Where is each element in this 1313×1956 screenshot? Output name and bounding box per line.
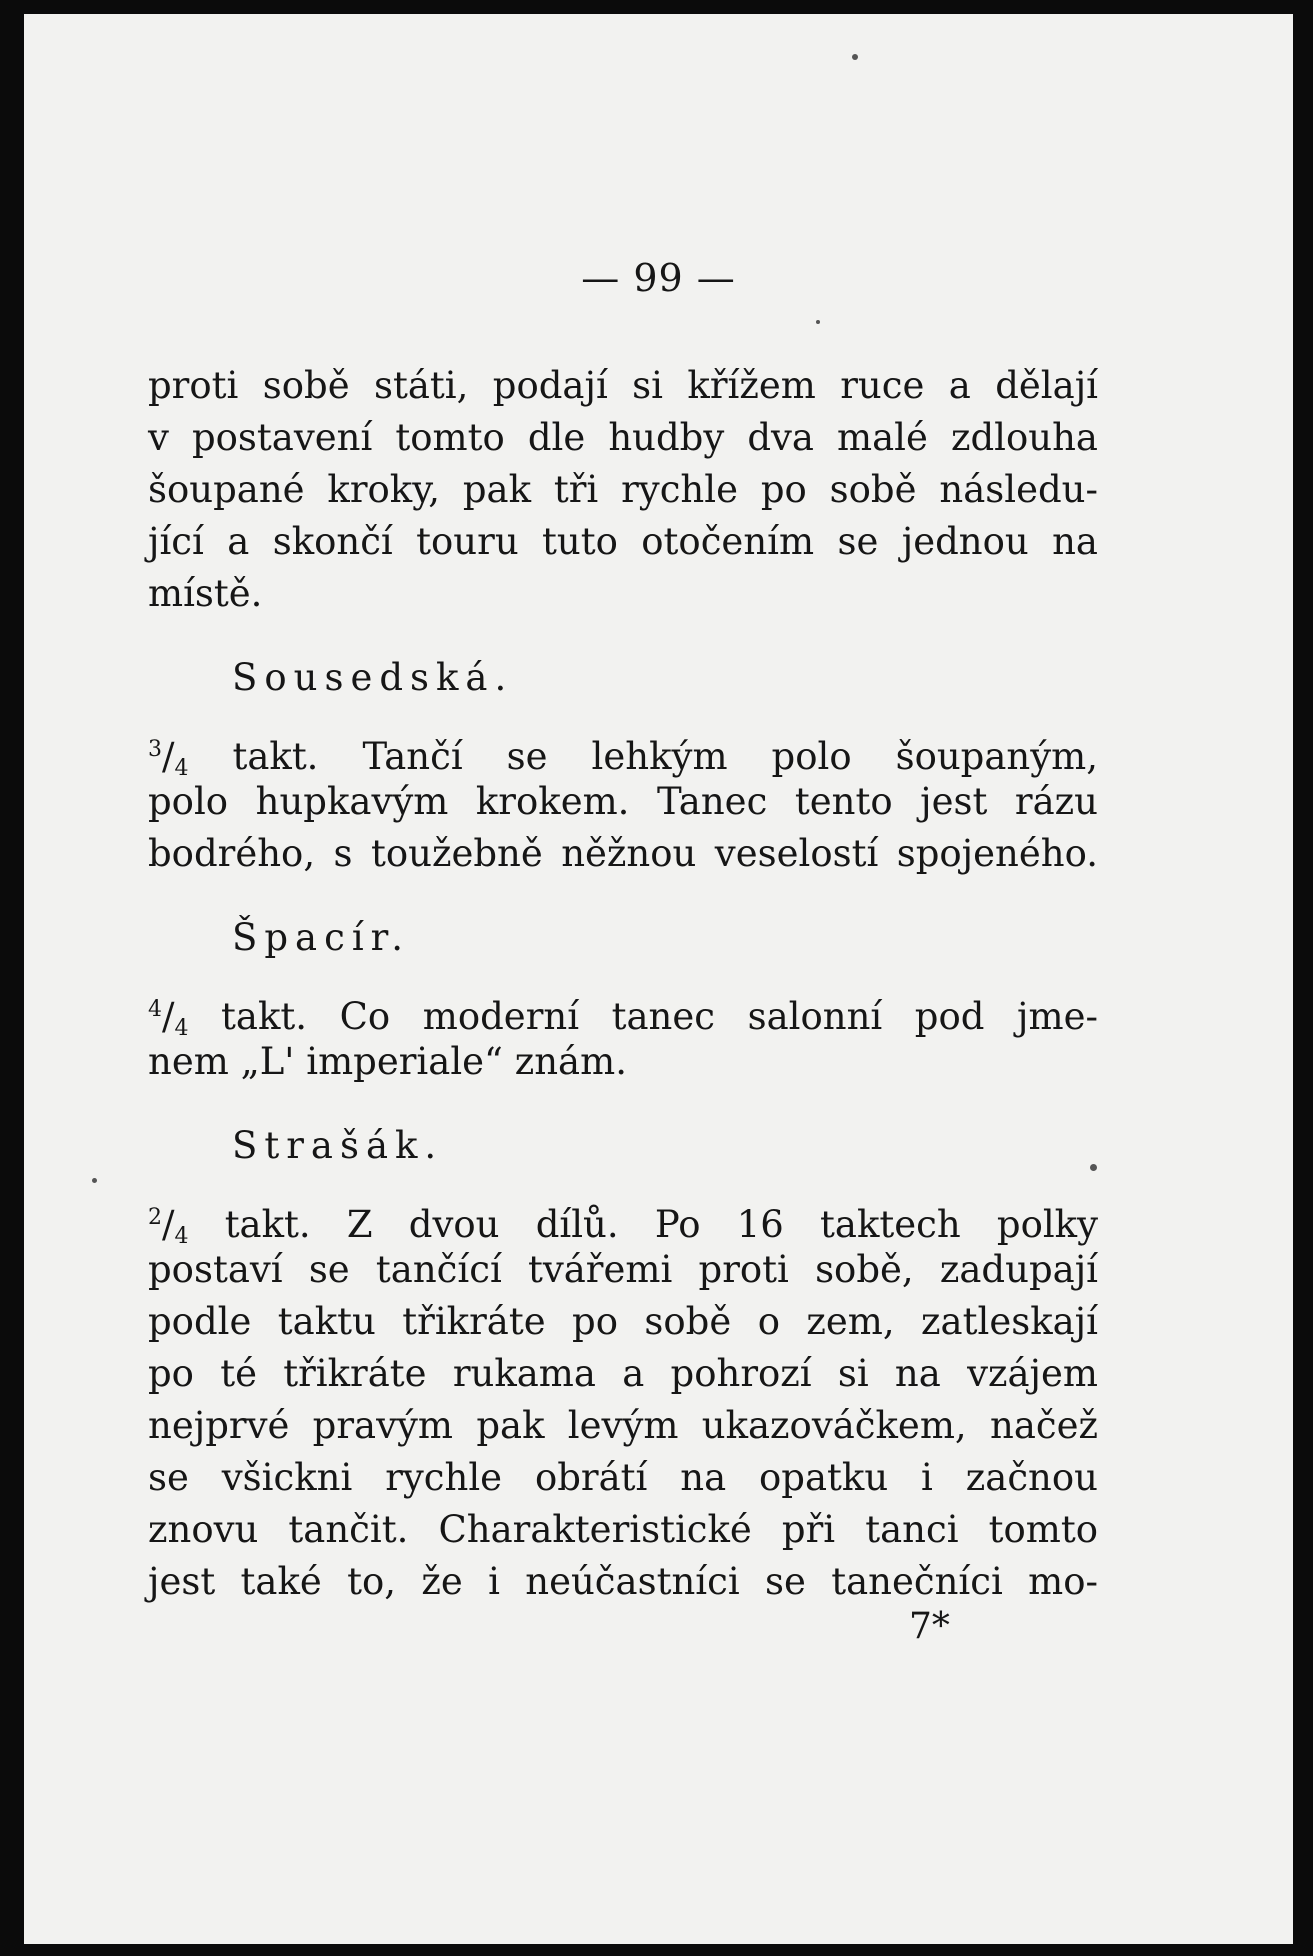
- text-line: polo hupkavým krokem. Tanec tento jest rázu: [148, 780, 1098, 823]
- section-body-strasak: [148, 1192, 1098, 1608]
- section-heading-strasak: Strašák.: [232, 1124, 444, 1167]
- section-body-sousedska: [148, 724, 1098, 880]
- fraction-numerator: 2: [148, 1205, 162, 1230]
- fraction-numerator: 4: [148, 997, 162, 1022]
- signature-mark: 7*: [909, 1606, 950, 1647]
- scan-speck: [1090, 1164, 1097, 1171]
- text-line-content: takt. Co moderní tanec salonní pod jme-: [221, 995, 1098, 1038]
- page-number: — 99 —: [581, 256, 736, 300]
- text-line: $^2/_4$ takt. Z dvou dílů. Po 16 taktech polky: [148, 1203, 1099, 1249]
- section-body-spacir: [148, 984, 1098, 1088]
- scan-speck: [92, 1178, 97, 1183]
- text-line: $^4/_4$ takt. Co moderní tanec salonní pod jme-: [148, 995, 1098, 1041]
- text-line: postaví se tančící tvářemi proti sobě, zadupají: [148, 1248, 1098, 1291]
- text-line: proti sobě státi, podají si křížem ruce a dělají: [148, 364, 1098, 407]
- text-line: jest také to, že i neúčastníci se tanečníci mo-: [148, 1560, 1098, 1603]
- scan-speck: [852, 54, 858, 60]
- text-line: v postavení tomto dle hudby dva malé zdlouha: [148, 416, 1098, 459]
- text-line: nem „L' imperiale“ znám.: [148, 1040, 627, 1083]
- text-line: bodrého, s toužebně něžnou veselostí spojeného.: [148, 832, 1098, 875]
- section-heading-spacir: Špacír.: [232, 916, 411, 959]
- text-line: po té třikráte rukama a pohrozí si na vzájem: [148, 1352, 1098, 1395]
- fraction-denominator: 4: [174, 1224, 189, 1249]
- text-line: místě.: [148, 572, 263, 615]
- text-line-content: takt. Z dvou dílů. Po 16 taktech polky: [224, 1203, 1099, 1246]
- text-line: znovu tančit. Charakteristické při tanci tomto: [148, 1508, 1098, 1551]
- fraction-denominator: 4: [174, 1016, 189, 1041]
- text-line: jící a skončí touru tuto otočením se jednou na: [148, 520, 1098, 563]
- text-line: podle taktu třikráte po sobě o zem, zatleskají: [148, 1300, 1098, 1343]
- fraction-numerator: 3: [148, 737, 162, 762]
- text-line: se všickni rychle obrátí na opatku i začnou: [148, 1456, 1098, 1499]
- text-line: nejprvé pravým pak levým ukazováčkem, načež: [148, 1404, 1098, 1447]
- text-line-content: takt. Tančí se lehkým polo šoupaným,: [232, 735, 1099, 778]
- text-line: šoupané kroky, pak tři rychle po sobě následu-: [148, 468, 1098, 511]
- scan-speck: [816, 320, 820, 324]
- opening-paragraph: [148, 360, 1098, 620]
- text-line: $^3/_4$ takt. Tančí se lehkým polo šoupaným,: [148, 735, 1099, 781]
- section-heading-sousedska: Sousedská.: [232, 656, 514, 699]
- fraction-denominator: 4: [174, 756, 189, 781]
- book-page: [24, 14, 1293, 1944]
